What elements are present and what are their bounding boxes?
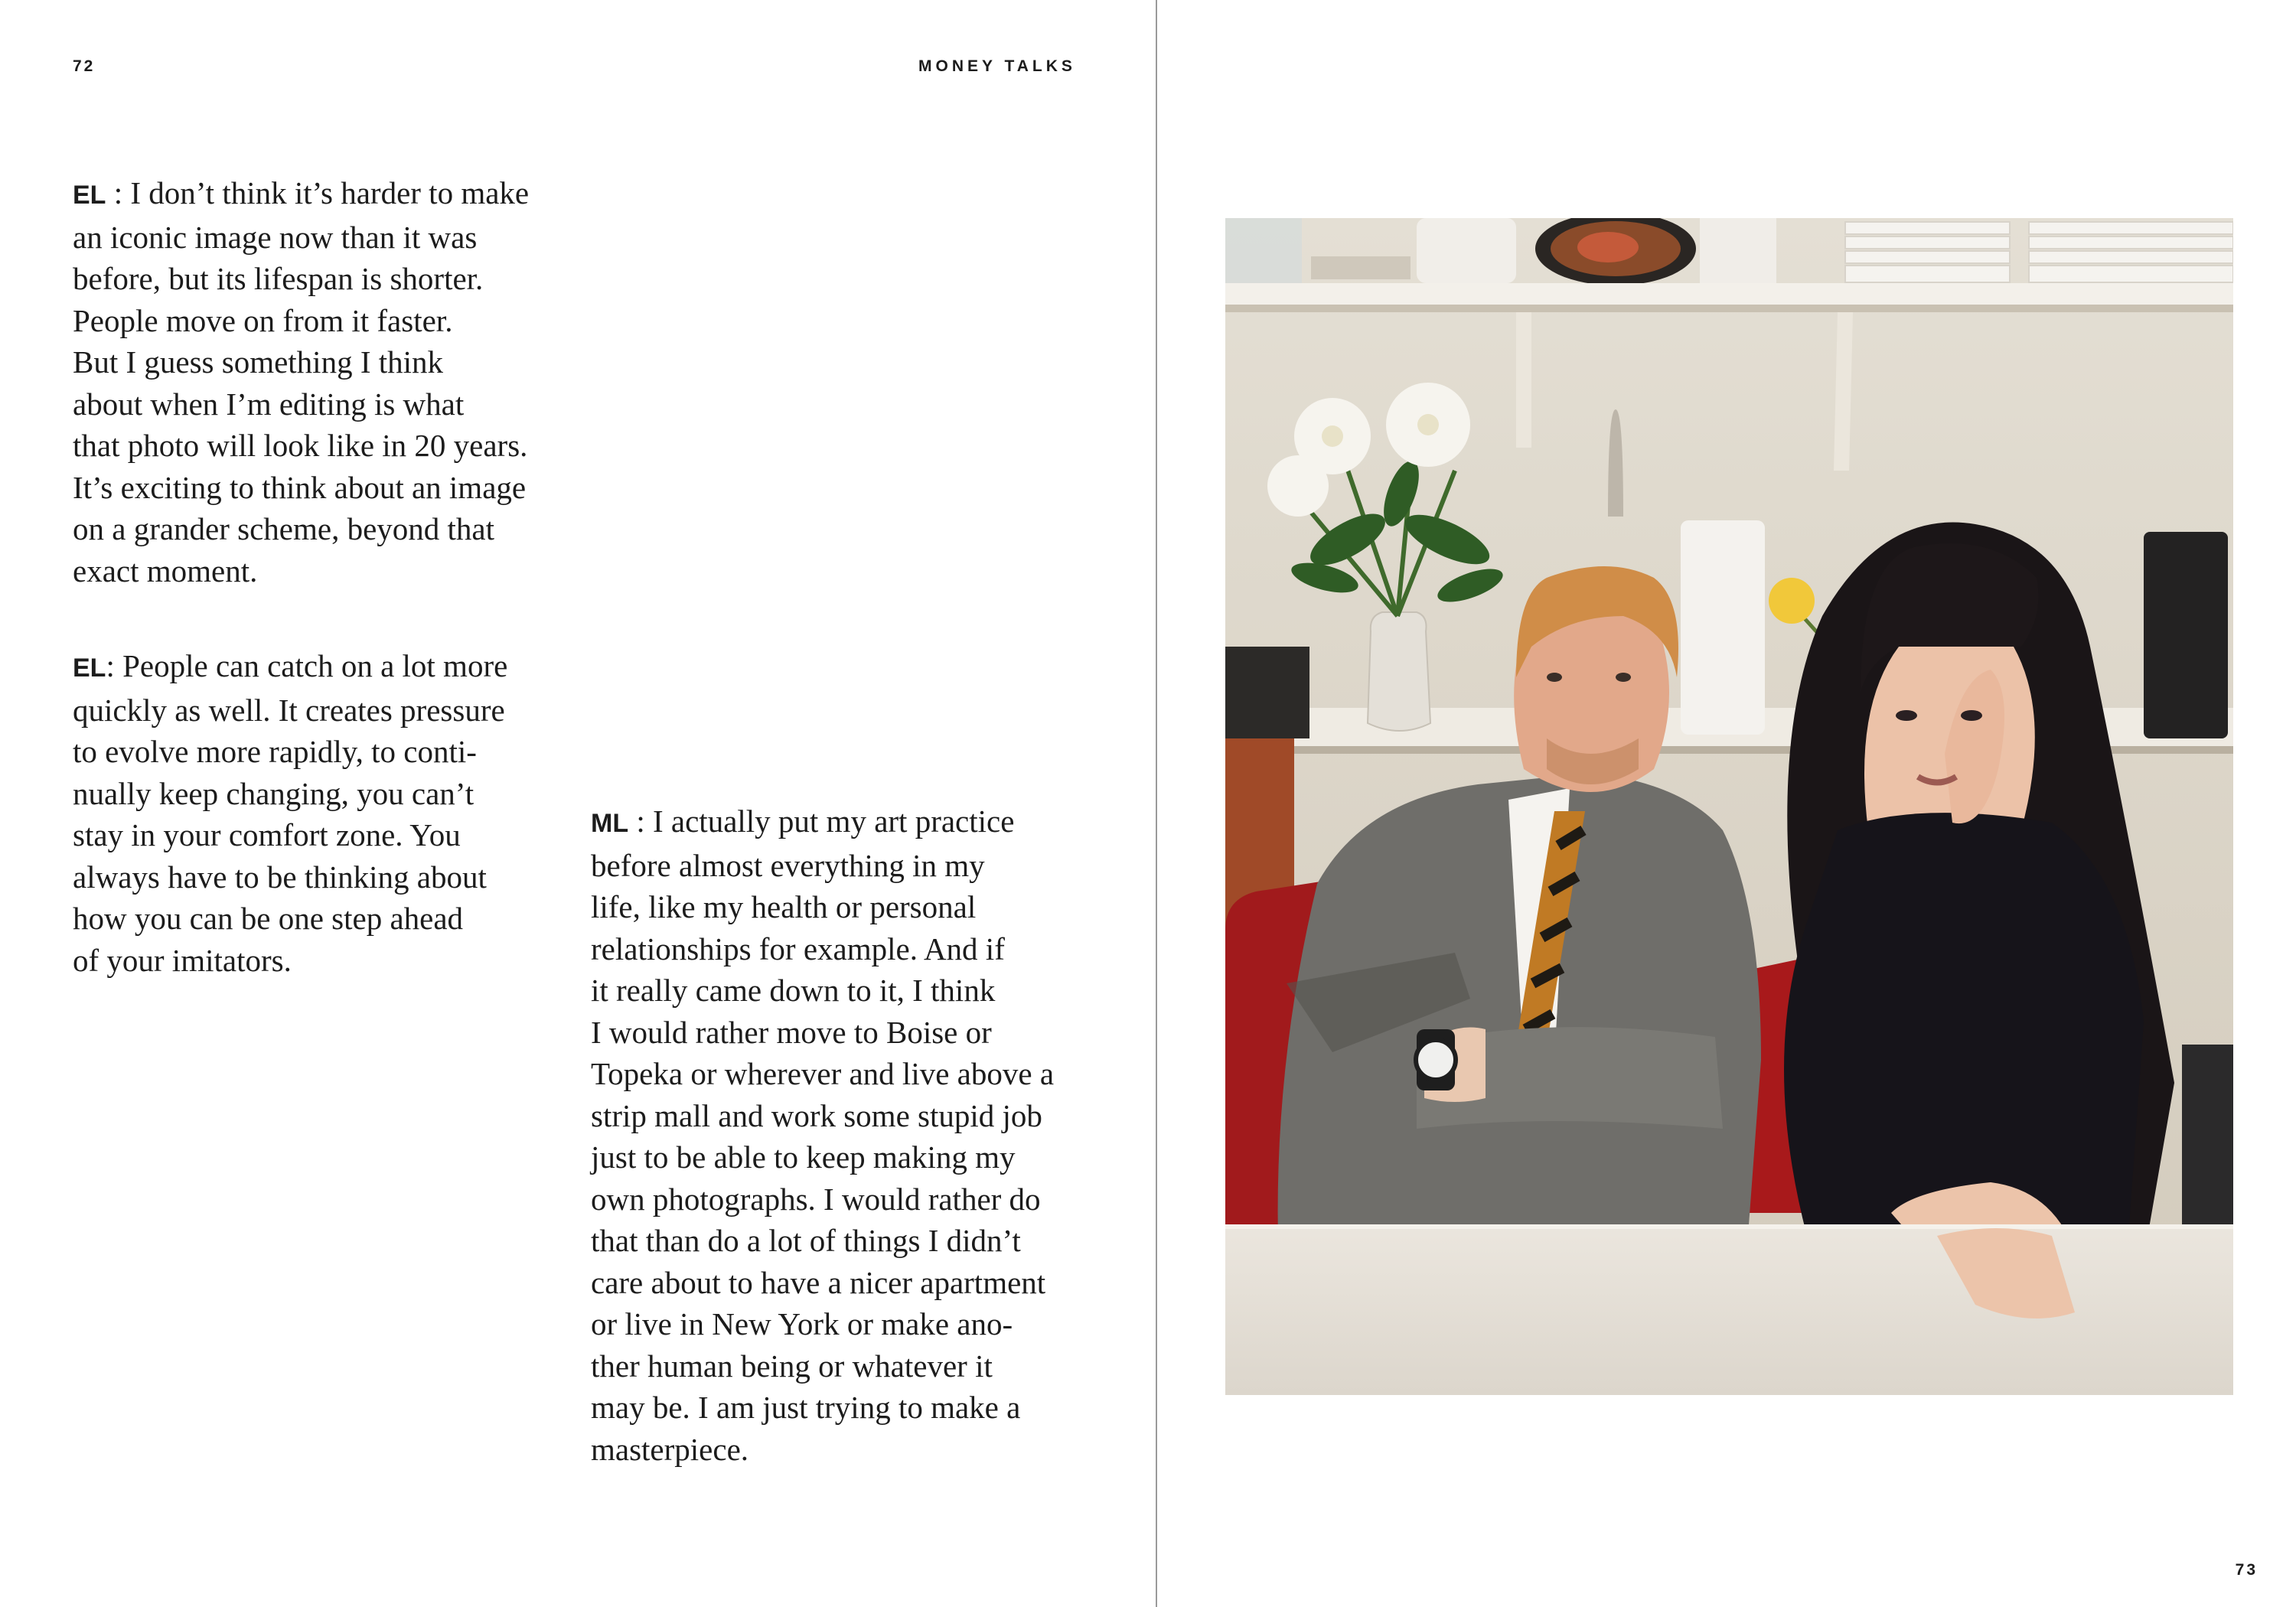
- speaker-separator: :: [628, 804, 653, 839]
- portrait-photo: [1225, 218, 2233, 1395]
- white-table: [1225, 1224, 2233, 1395]
- interview-answer-3: [591, 800, 1111, 1470]
- answer-text: I don’t think it’s harder to make an iconic image now than it was before, but its lifespan is shorter. People move on from it faster. But I guess something I think about when I’m editing is what that photo will look like in 20 years. It’s exciting to think about an image on a grander scheme, beyond that exact moment.: [73, 175, 530, 588]
- speaker-label: EL: [73, 654, 106, 683]
- speaker-separator: :: [106, 175, 131, 210]
- counter-edge: [1225, 647, 1309, 738]
- page-number-left: 72: [73, 57, 96, 75]
- paper-towel: [1681, 520, 1765, 735]
- page-number-right: 73: [2235, 1561, 2258, 1579]
- answer-text: People can catch on a lot more quickly as well. It creates pressure to evolve more rapidly, to conti- nually keep changing, you can’t stay in your comfort zone. You always have to be thinking about how you can be one step ahead of your imitators.: [73, 648, 508, 978]
- answer-text: I actually put my art practice before almost everything in my life, like my health or personal relationships for example. And if it really came down to it, I think I would rather move to Boise or Topeka or wherever and live above a strip mall and work some stupid job just to be able to keep making my own photographs. I would rather do that than do a lot of things I didn’t care about to have a nicer apartment or live in New York or make ano- ther human being or whatever it may be. I am just trying to make a masterpiece.: [591, 804, 1055, 1467]
- speaker-label: ML: [591, 809, 629, 838]
- top-shelf: [1225, 283, 2233, 305]
- portrait-illustration: [1225, 218, 2233, 1395]
- shelf-bracket: [1516, 312, 1531, 448]
- running-head: MONEY TALKS: [918, 57, 1076, 75]
- speaker-separator: :: [106, 648, 123, 683]
- interview-answer-2: [73, 645, 578, 981]
- speaker-label: EL: [73, 181, 106, 210]
- router-device: [2144, 532, 2228, 738]
- interview-answer-1: [73, 172, 578, 592]
